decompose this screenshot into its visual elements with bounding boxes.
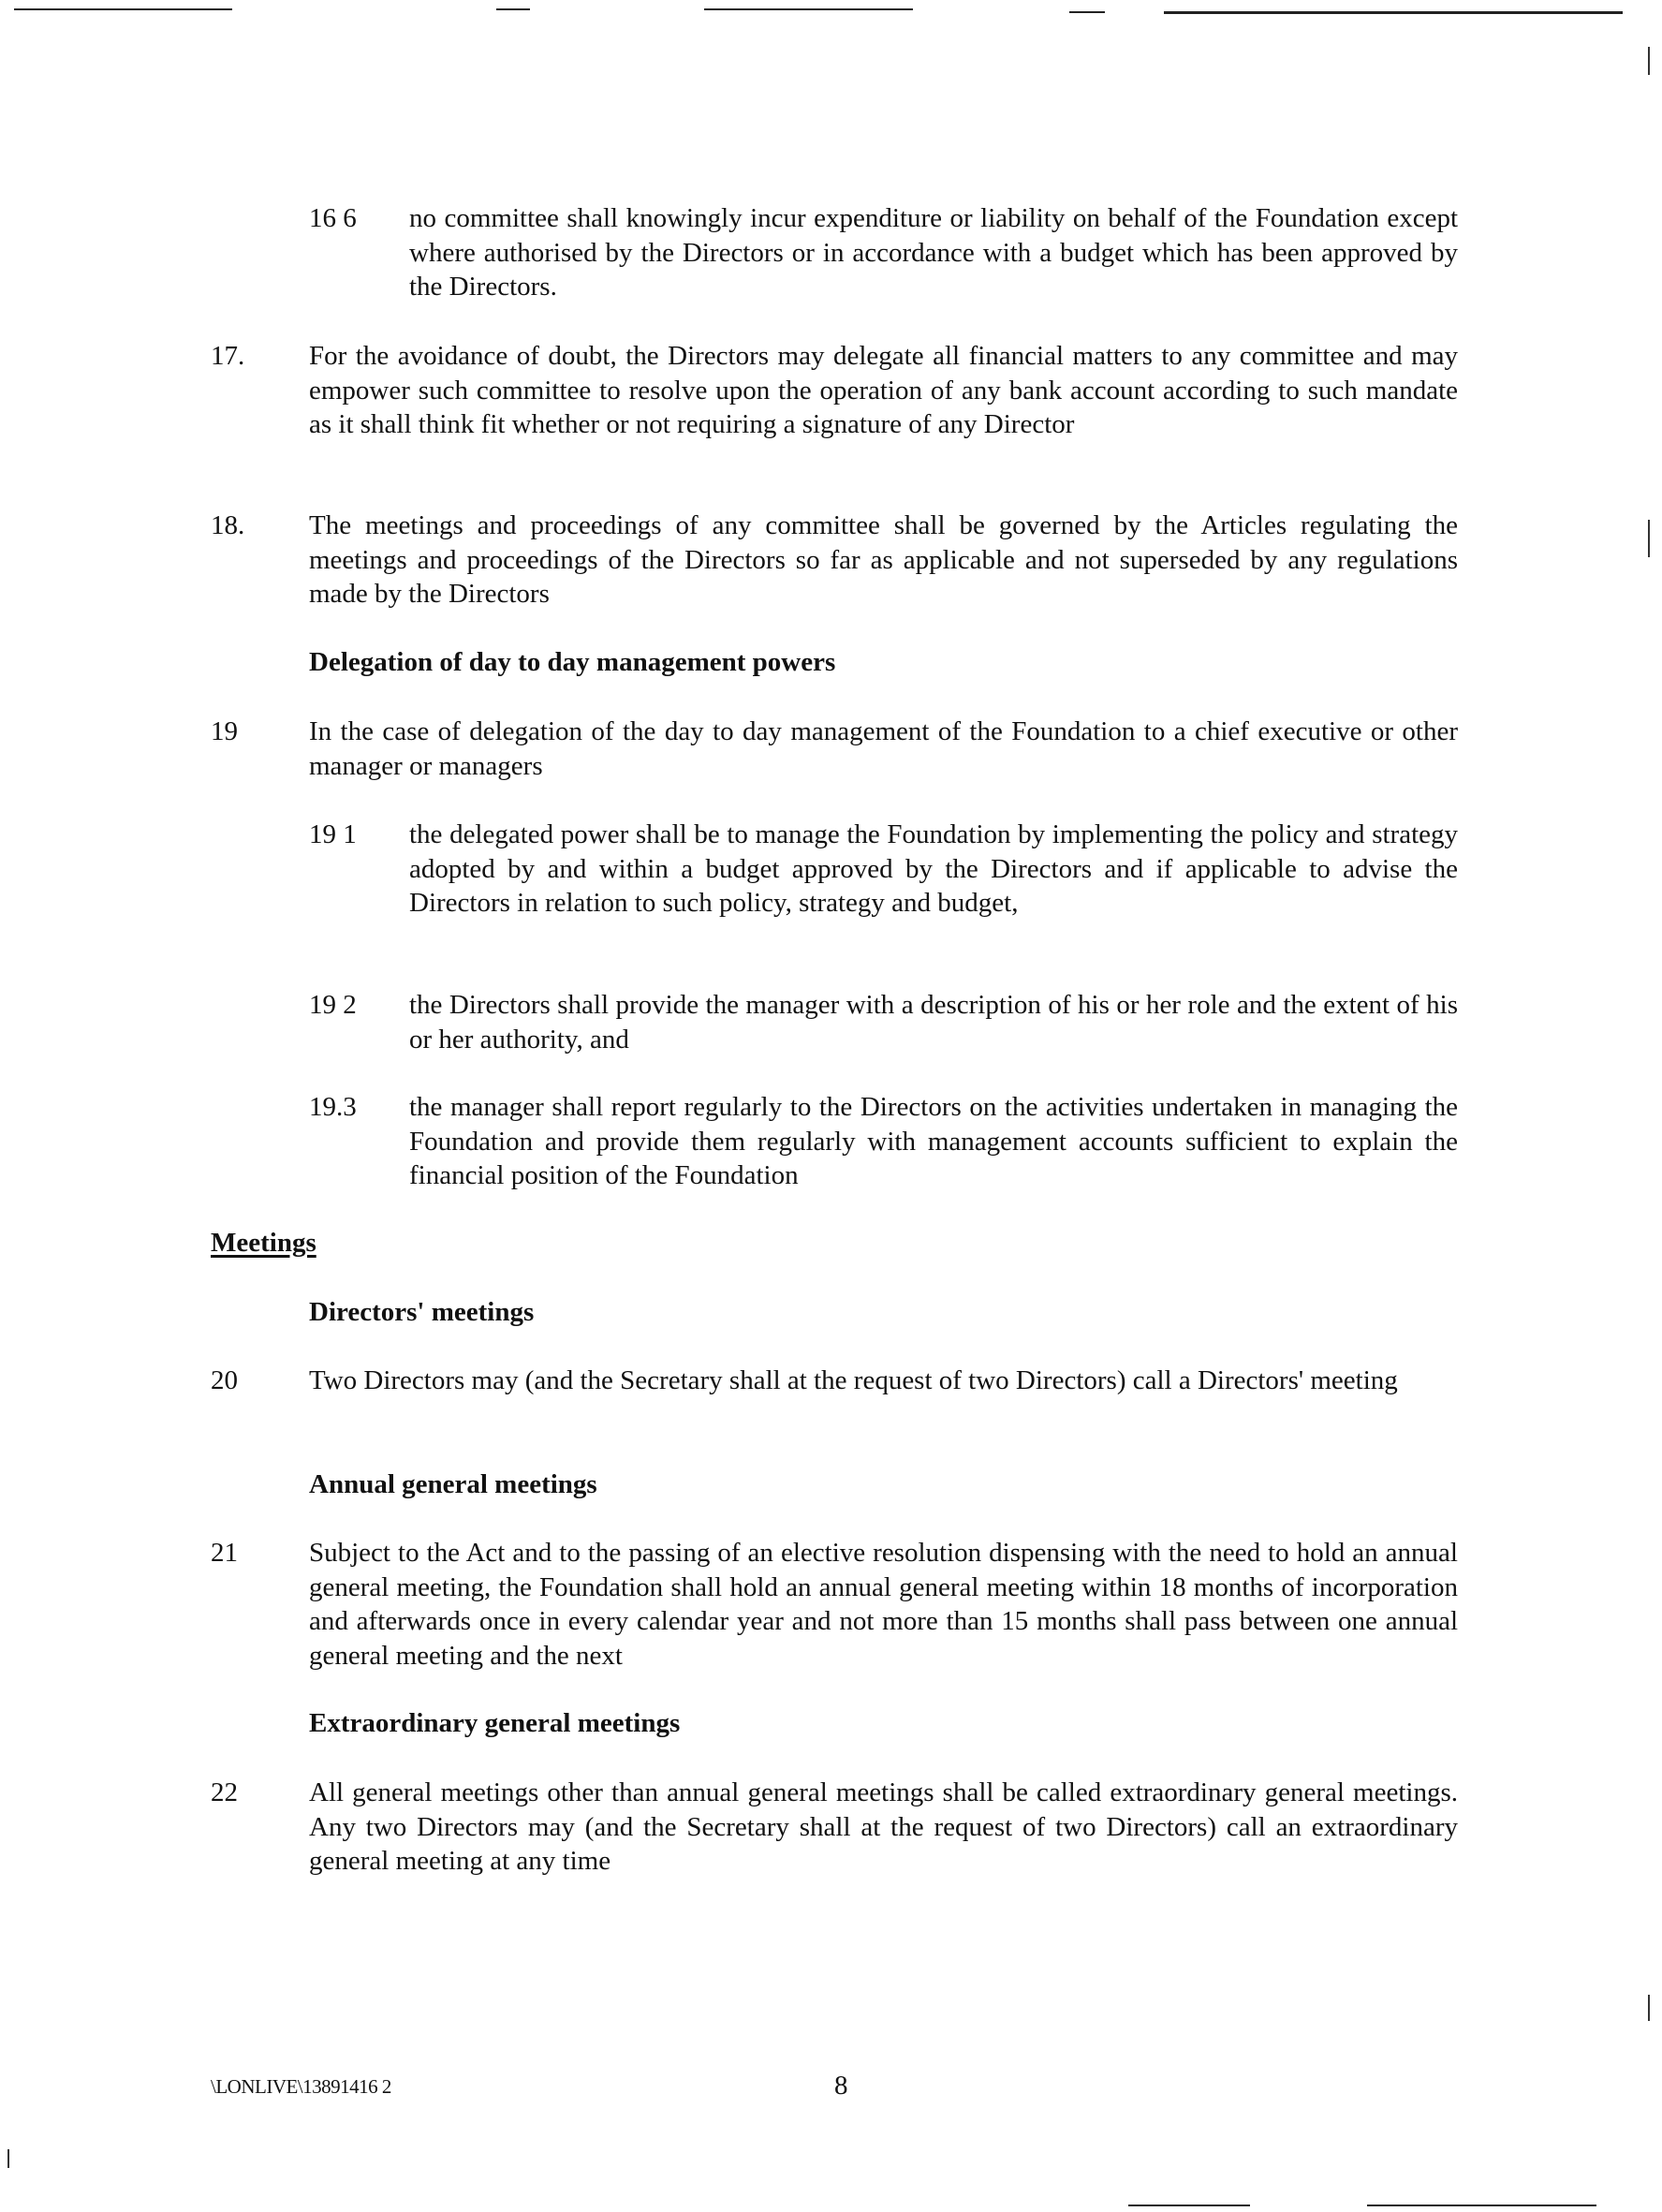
clause-number: 19.3 (309, 1092, 357, 1122)
document-reference: \LONLIVE\13891416 2 (211, 2075, 391, 2098)
scan-artifact-line (1367, 2205, 1596, 2206)
scan-artifact-line (14, 8, 232, 10)
clause-number: 21 (211, 1538, 238, 1568)
scan-artifact-line (1648, 520, 1650, 557)
clause-text: The meetings and proceedings of any committee shall be governed by the Articles regulating the meetings and proceedings of the Directors so far as applicable and not superseded by any regulations made by the Directors (309, 510, 1458, 609)
subheading-directors-meetings: Directors' meetings (309, 1297, 535, 1327)
clause-text: the manager shall report regularly to the Directors on the activities undertaken in managing the Foundation and provide them regularly with management accounts sufficient to explain the financial position of the Foundation (409, 1092, 1458, 1190)
clause-text: the Directors shall provide the manager with a description of his or her role and the extent of his or her authority, and (409, 990, 1458, 1054)
clause-number: 19 (211, 716, 238, 746)
clause-text: Two Directors may (and the Secretary shall at the request of two Directors) call a Directors' meeting (309, 1365, 1398, 1395)
scan-artifact-line (7, 2149, 9, 2168)
scan-artifact-line (1069, 11, 1105, 13)
subheading-delegation: Delegation of day to day management powers (309, 647, 836, 677)
scan-artifact-line (1648, 1995, 1650, 2021)
clause-number: 22 (211, 1777, 238, 1807)
scan-artifact-line (1128, 2205, 1250, 2206)
scan-artifact-line (496, 8, 530, 10)
clause-number: 19 1 (309, 819, 357, 849)
clause-number: 16 6 (309, 203, 357, 233)
page-number: 8 (834, 2071, 848, 2101)
clause-number: 20 (211, 1365, 238, 1395)
clause-text: Subject to the Act and to the passing of an elective resolution dispensing with the need to hold an annual general meeting, the Foundation shall hold an annual general meeting within 18 months of incorporation and afterwards once in every calendar year and not more than 15 months shall pass between one annual general meeting and the next (309, 1538, 1458, 1671)
clause-text: no committee shall knowingly incur expenditure or liability on behalf of the Foundation except where authorised by the Directors or in accordance with a budget which has been approved by the Directors. (409, 203, 1458, 302)
clause-number: 19 2 (309, 990, 357, 1020)
scan-artifact-line (1164, 11, 1623, 14)
clause-text: the delegated power shall be to manage the Foundation by implementing the policy and strategy adopted by and within a budget approved by the Directors and if applicable to advise the Directors in relation to such policy, strategy and budget, (409, 819, 1458, 918)
clause-text: In the case of delegation of the day to day management of the Foundation to a chief executive or other manager or managers (309, 716, 1458, 781)
subheading-extraordinary-general-meetings: Extraordinary general meetings (309, 1708, 681, 1738)
scan-artifact-line (1648, 47, 1650, 75)
clause-text: For the avoidance of doubt, the Directors may delegate all financial matters to any committee and may empower such committee to resolve upon the operation of any bank account according to such mandate as it shall think fit whether or not requiring a signature of any Director (309, 341, 1458, 439)
subheading-annual-general-meetings: Annual general meetings (309, 1469, 597, 1499)
clause-number: 17. (211, 341, 245, 371)
scan-artifact-line (704, 8, 913, 10)
clause-text: All general meetings other than annual general meetings shall be called extraordinary general meetings. Any two Directors may (and the Secretary shall at the request of two Directors) call an extraordinary general meeting at any time (309, 1777, 1458, 1876)
clause-number: 18. (211, 510, 245, 540)
section-heading-meetings: Meetings (211, 1228, 316, 1258)
